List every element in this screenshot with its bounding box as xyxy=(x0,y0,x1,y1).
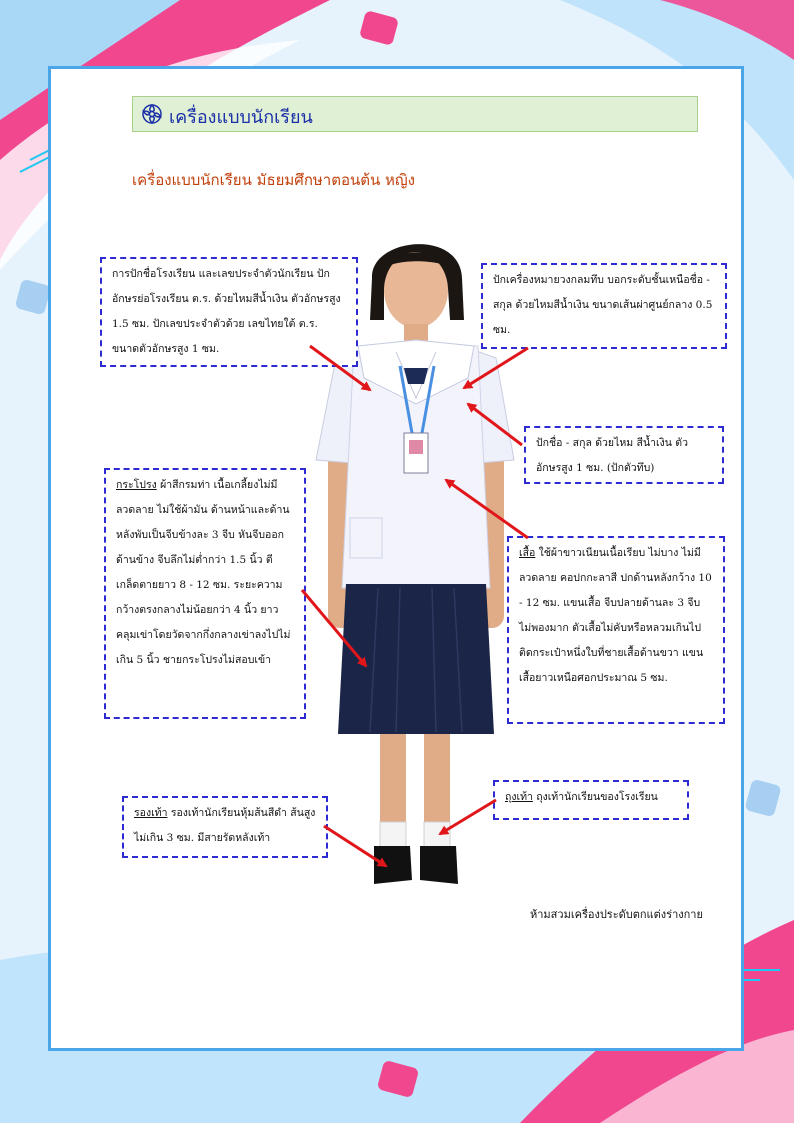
note-school-name-embroidery: การปักชื่อโรงเรียน และเลขประจำตัวนักเรียน ปักอักษรย่อโรงเรียน ต.ร. ด้วยไหมสีน้ำเงิน ตัวอักษรสูง 1.5 ซม. ปักเลขประจำตัวด้วย เลขไทยใต้ ต.ร. ขนาดตัวอักษรสูง 1 ซม. xyxy=(100,257,358,367)
shirt-label: เสื้อ xyxy=(519,547,536,559)
shirt-description: ใช้ผ้าขาวเนียนเนื้อเรียบ ไม่บาง ไม่มีลวดลาย คอปกกะลาสี ปกด้านหลังกว้าง 10 - 12 ซม. แขนเสื้อ จีบปลายด้านละ 3 จีบ ไม่พองมาก ตัวเสื้อไม่คับหรือหลวมเกินไป ติดกระเป๋าหนึ่งใบที่ชายเสื้อด้านขวา แขนเสื้อยาวเหนือศอกประมาณ 5 ซม. xyxy=(519,547,712,684)
section-subtitle: เครื่องแบบนักเรียน มัธยมศึกษาตอนต้น หญิง xyxy=(132,171,415,189)
shoes-label: รองเท้า xyxy=(134,807,168,819)
note-shoes xyxy=(122,796,328,858)
note-skirt xyxy=(104,468,306,719)
flower-icon xyxy=(141,103,163,125)
note-shirt xyxy=(507,536,725,724)
note-name-embroidery: ปักชื่อ - สกุล ด้วยไหม สีน้ำเงิน ตัวอักษรสูง 1 ซม. (ปักตัวทึบ) xyxy=(524,426,724,484)
socks-description: ถุงเท้านักเรียนของโรงเรียน xyxy=(536,791,658,803)
shoes-description: รองเท้านักเรียนหุ้มส้นสีดำ ส้นสูงไม่เกิน 3 ซม. มีสายรัดหลังเท้า xyxy=(134,807,316,844)
note-socks xyxy=(493,780,689,820)
skirt-label: กระโปรง xyxy=(116,479,157,491)
footer-note: ห้ามสวมเครื่องประดับตกแต่งร่างกาย xyxy=(530,908,703,921)
section-header xyxy=(132,96,698,132)
note-rank-mark: ปักเครื่องหมายวงกลมทึบ บอกระดับชั้นเหนือชื่อ - สกุล ด้วยไหมสีน้ำเงิน ขนาดเส้นผ่าศูนย์กลาง 0.5 ซม. xyxy=(481,263,727,349)
skirt-description: ผ้าสีกรมท่า เนื้อเกลี้ยงไม่มีลวดลาย ไม่ใช้ผ้ามัน ด้านหน้าและด้านหลังพับเป็นจีบข้างละ 3 จีบ หันจีบออกด้านข้าง จีบลึกไม่ต่ำกว่า 1.5 นิ้ว ตีเกล็ดตายยาว 8 - 12 ซม. ระยะความกว้างตรงกลางไม่น้อยกว่า 4 นิ้ว ยาวคลุมเข่าโดยวัดจากกึ่งกลางเข่าลงไปไม่เกิน 5 นิ้ว ชายกระโปรงไม่สอบเข้า xyxy=(116,479,291,666)
socks-label: ถุงเท้า xyxy=(505,791,533,803)
page-title: เครื่องแบบนักเรียน xyxy=(169,107,313,128)
